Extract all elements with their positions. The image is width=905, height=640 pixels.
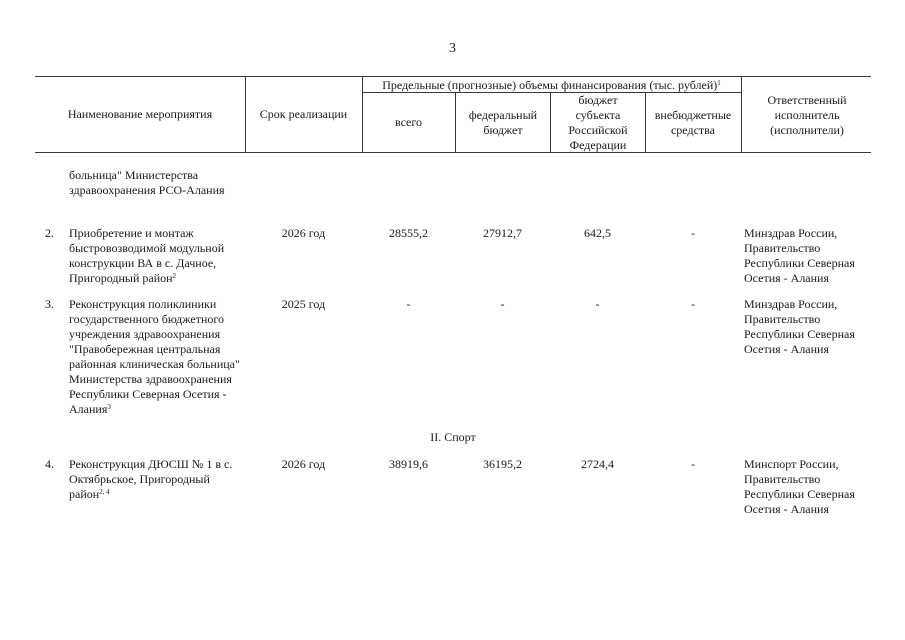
column-divider bbox=[645, 92, 646, 152]
header-name: Наименование мероприятия bbox=[67, 107, 213, 121]
row-federal: 27912,7 bbox=[483, 226, 522, 240]
header-executor: Ответственный исполнитель (исполнители) bbox=[767, 93, 847, 137]
row-federal: - bbox=[500, 297, 505, 311]
column-divider bbox=[550, 92, 551, 152]
header-bottom-rule bbox=[35, 152, 871, 153]
row-name-text: Реконструкция поликлиники государственного бюджетного учреждения здравоохранения "Правобережная центральная районная клиническая больница" Министерства здравоохранения Республики Северная Осетия - Алания bbox=[69, 297, 240, 416]
row-total: 38919,6 bbox=[389, 457, 428, 471]
row-period: 2026 год bbox=[281, 226, 326, 240]
row-name-text: Реконструкция ДЮСШ № 1 в с. Октябрьское, Пригородный район bbox=[69, 457, 233, 501]
row-name-text: Приобретение и монтаж быстровозводимой модульной конструкции ВА в с. Дачное, Пригородный район bbox=[69, 226, 225, 285]
footnote-ref: 2 bbox=[172, 272, 177, 280]
row-total: 28555,2 bbox=[389, 226, 428, 240]
table-top-rule bbox=[35, 76, 871, 77]
row-extrabudget: - bbox=[691, 226, 695, 240]
header-extrabudget: внебюджетные средства bbox=[654, 108, 732, 137]
row-name-continuation: больница" Министерства здравоохранения РСО-Алания bbox=[69, 168, 225, 197]
footnote-ref: 2, 4 bbox=[99, 488, 110, 496]
section-heading: II. Спорт bbox=[430, 430, 476, 444]
row-name bbox=[69, 457, 241, 502]
row-period: 2025 год bbox=[281, 297, 326, 311]
header-total: всего bbox=[394, 115, 423, 129]
row-regional: - bbox=[595, 297, 600, 311]
row-regional: 2724,4 bbox=[581, 457, 614, 471]
footnote-ref: 1 bbox=[717, 79, 721, 87]
footnote-ref: 3 bbox=[107, 403, 111, 411]
row-extrabudget: - bbox=[691, 457, 695, 471]
row-extrabudget: - bbox=[691, 297, 695, 311]
row-executor: Минздрав России, Правительство Республики Северная Осетия - Алания bbox=[744, 297, 855, 356]
column-divider bbox=[741, 76, 742, 152]
row-executor: Минздрав России, Правительство Республики Северная Осетия - Алания bbox=[744, 226, 855, 285]
header-federal: федеральный бюджет bbox=[468, 108, 538, 137]
header-regional: бюджет субъекта Российской Федерации bbox=[568, 93, 628, 152]
row-total: - bbox=[406, 297, 411, 311]
row-number: 2. bbox=[45, 226, 54, 240]
row-executor: Минспорт России, Правительство Республики Северная Осетия - Алания bbox=[744, 457, 855, 516]
header-financing-label: Предельные (прогнозные) объемы финансирования (тыс. рублей) bbox=[382, 78, 718, 92]
row-number: 4. bbox=[45, 457, 54, 471]
row-name bbox=[69, 226, 241, 286]
header-period: Срок реализации bbox=[259, 107, 348, 121]
header-financing bbox=[362, 78, 741, 93]
page-number: 3 bbox=[449, 41, 456, 56]
column-divider bbox=[455, 92, 456, 152]
row-number: 3. bbox=[45, 297, 54, 311]
row-federal: 36195,2 bbox=[483, 457, 522, 471]
row-name bbox=[69, 297, 241, 417]
row-regional: 642,5 bbox=[584, 226, 611, 240]
row-period: 2026 год bbox=[281, 457, 326, 471]
